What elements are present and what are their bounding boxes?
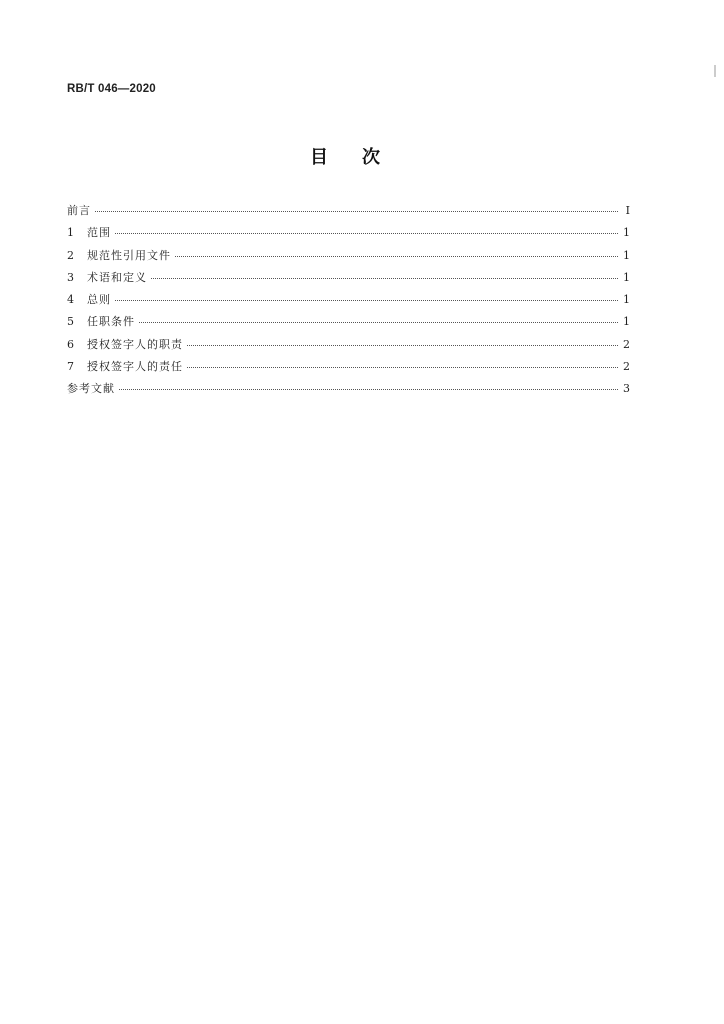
- toc-entry-scope[interactable]: [67, 224, 630, 246]
- toc-entry-label: 授权签字人的职责: [87, 337, 183, 351]
- toc-leader-dots: [119, 388, 618, 390]
- scan-mark: [714, 65, 716, 77]
- toc-entry-label: 规范性引用文件: [87, 248, 171, 262]
- toc-entry-label: 任职条件: [87, 315, 135, 329]
- toc-leader-dots: [175, 255, 618, 257]
- toc-leader-dots: [115, 232, 618, 234]
- toc-entry-label: 参考文献: [67, 382, 115, 396]
- toc-entry-number: 5: [67, 315, 74, 329]
- toc-entry-foreword[interactable]: [67, 202, 630, 224]
- toc-entry-page: 1: [623, 248, 630, 262]
- toc-entry-page: 1: [623, 315, 630, 329]
- toc-leader-dots: [187, 344, 618, 346]
- toc-leader-dots: [151, 277, 618, 279]
- toc-entry-qualifications[interactable]: [67, 313, 630, 335]
- toc-entry-number: 7: [67, 360, 74, 374]
- toc-entry-page: 3: [623, 382, 630, 396]
- toc-entry-page: 1: [623, 293, 630, 307]
- toc-entry-label: 前言: [67, 204, 91, 217]
- toc-leader-dots: [115, 299, 618, 301]
- toc-entry-bibliography[interactable]: [67, 380, 630, 402]
- toc-entry-responsibilities[interactable]: [67, 358, 630, 380]
- toc-entry-label: 范围: [87, 226, 111, 240]
- toc-entry-page: 2: [623, 360, 630, 374]
- toc-leader-dots: [95, 210, 618, 212]
- toc-entry-number: 2: [67, 248, 74, 262]
- toc-entry-normative-references[interactable]: [67, 247, 630, 269]
- page-title-left: 目: [310, 147, 328, 168]
- toc-entry-duties[interactable]: [67, 336, 630, 358]
- toc-entry-terms[interactable]: [67, 269, 630, 291]
- toc-entry-number: 1: [67, 226, 74, 240]
- toc-leader-dots: [187, 366, 618, 368]
- toc-entry-page: Ⅰ: [625, 204, 630, 217]
- toc-entry-number: 6: [67, 337, 74, 351]
- page-title-right: 次: [362, 147, 380, 168]
- toc-entry-label: 总则: [87, 293, 111, 307]
- toc-entry-label: 术语和定义: [87, 270, 147, 284]
- toc-entry-number: 3: [67, 270, 74, 284]
- toc-leader-dots: [139, 321, 618, 323]
- toc-entry-general[interactable]: [67, 291, 630, 313]
- page-title: [0, 143, 690, 169]
- toc-entry-number: 4: [67, 293, 74, 307]
- toc-entry-page: 2: [623, 337, 630, 351]
- standard-code: RB/T 046—2020: [67, 83, 156, 95]
- toc-entry-page: 1: [623, 226, 630, 240]
- toc-entry-page: 1: [623, 270, 630, 284]
- table-of-contents: [67, 202, 630, 403]
- toc-entry-label: 授权签字人的责任: [87, 360, 183, 374]
